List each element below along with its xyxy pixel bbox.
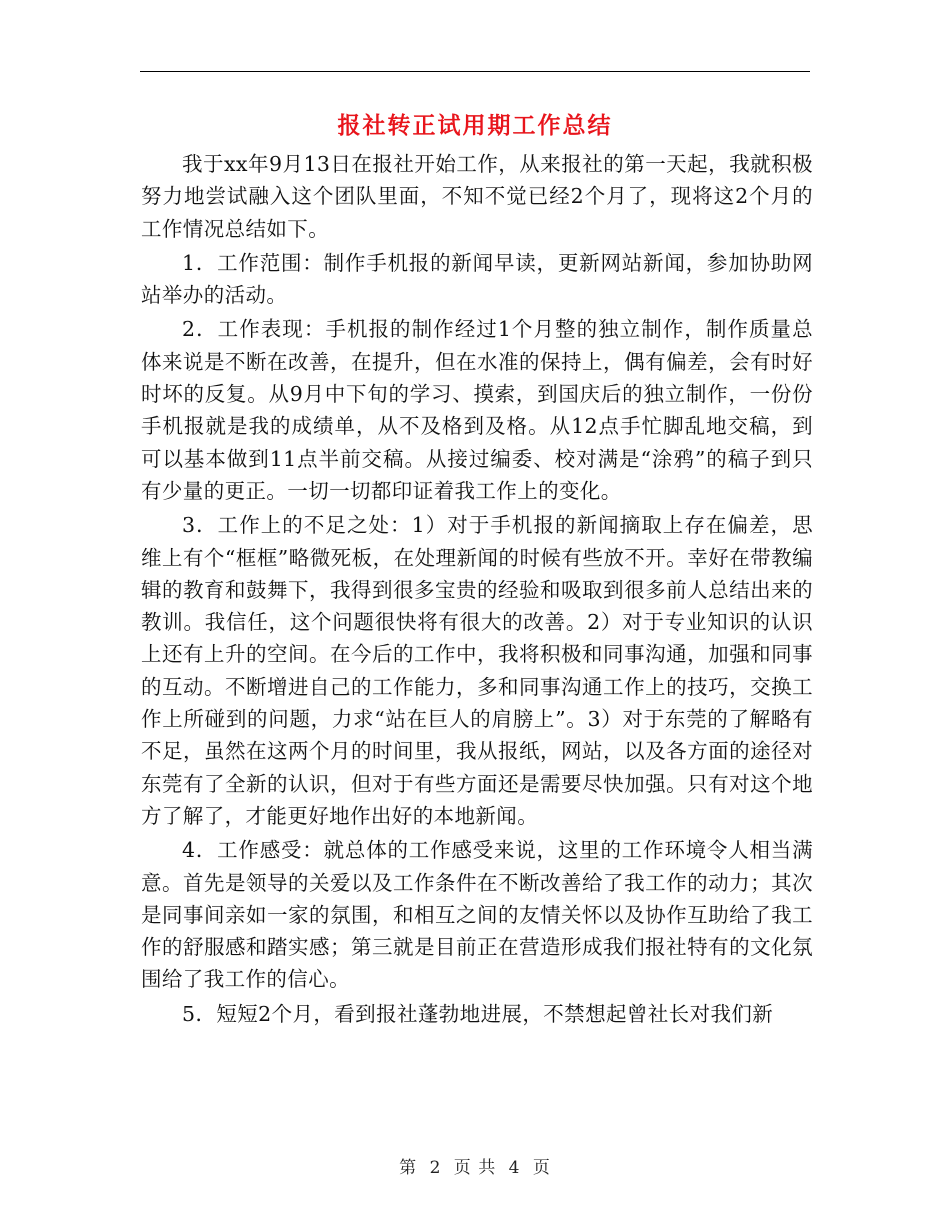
document-title: 报社转正试用期工作总结 [337, 112, 613, 139]
footer-suffix: 页 [532, 1158, 551, 1178]
header-rule [140, 71, 810, 72]
footer-page-number: 2 [429, 1158, 442, 1178]
paragraph-closing: 5．短短2个月，看到报社蓬勃地进展，不禁想起曾社长对我们新 [182, 1001, 774, 1026]
paragraph-work-performance: 2．工作表现：手机报的制作经过1个月整的独立制作，制作质量总体来说是不断在改善，在提升，但在水准的保持上，偶有偏差，会有时好时坏的反复。从9月中下旬的学习、摸索，到国庆后的独立制作，一份份手机报就是我的成绩单，从不及格到及格。从12点手忙脚乱地交稿，到可以基本做到11点半前交稿。从接过编委、校对满是“涂鸦”的稿子到只有少量的更正。一切一切都印证着我工作上的变化。 [141, 317, 813, 503]
page-footer [0, 1153, 950, 1178]
paragraph-work-scope: 1．工作范围：制作手机报的新闻早读，更新网站新闻，参加协助网站举办的活动。 [141, 250, 813, 308]
document-body [141, 148, 813, 1032]
paragraph-work-feelings: 4．工作感受：就总体的工作感受来说，这里的工作环境令人相当满意。首先是领导的关爱以及工作条件在不断改善给了我工作的动力；其次是同事间亲如一家的氛围，和相互之间的友情关怀以及协作互助给了我工作的舒服感和踏实感；第三就是目前正在营造形成我们报社特有的文化氛围给了我工作的信心。 [141, 838, 813, 992]
paragraph-intro: 我于xx年9月13日在报社开始工作，从来报社的第一天起，我就积极努力地尝试融入这个团队里面，不知不觉已经2个月了，现将这2个月的工作情况总结如下。 [141, 152, 813, 241]
footer-prefix: 第 [399, 1158, 418, 1178]
footer-page-total: 4 [508, 1158, 521, 1178]
paragraph-shortcomings: 3．工作上的不足之处：1）对于手机报的新闻摘取上存在偏差，思维上有个“框框”略微死板，在处理新闻的时候有些放不开。幸好在带教编辑的教育和鼓舞下，我得到很多宝贵的经验和吸取到很多前人总结出来的教训。我信任，这个问题很快将有很大的改善。2）对于专业知识的认识上还有上升的空间。在今后的工作中，我将积极和同事沟通，加强和同事的互动。不断增进自己的工作能力，多和同事沟通工作上的技巧，交换工作上所碰到的问题，力求“站在巨人的肩膀上”。3）对于东莞的了解略有不足，虽然在这两个月的时间里，我从报纸，网站，以及各方面的途径对东莞有了全新的认识，但对于有些方面还是需要尽快加强。只有对这个地方了解了，才能更好地作出好的本地新闻。 [141, 513, 813, 828]
footer-middle: 页 共 [453, 1158, 497, 1178]
